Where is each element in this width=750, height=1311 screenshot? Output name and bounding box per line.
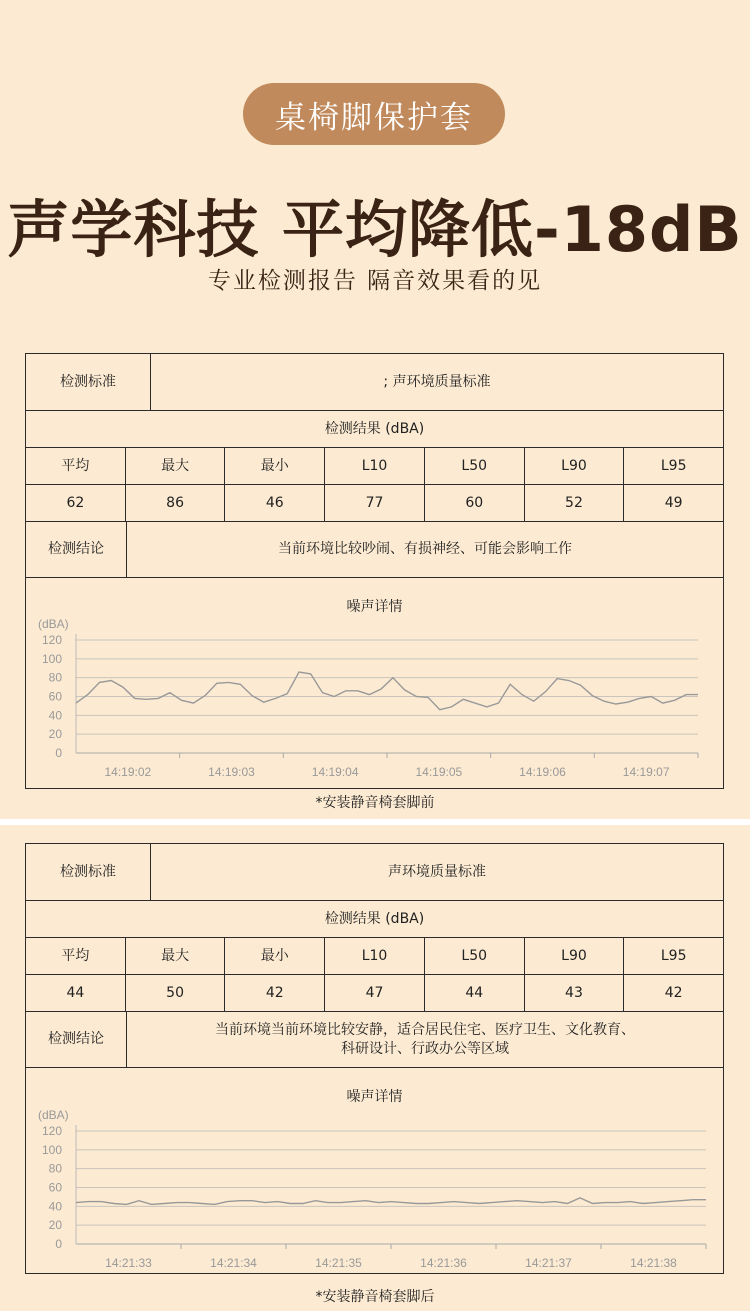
standard-row — [26, 844, 723, 900]
report-after — [25, 843, 724, 1274]
x-tick-label: 14:21:36 — [420, 1256, 467, 1270]
x-tick-label: 14:19:04 — [311, 765, 359, 779]
subheadline: 专业检测报告 隔音效果看的见 — [207, 268, 543, 294]
y-tick-label: 120 — [41, 1124, 62, 1138]
value-l10: 77 — [324, 485, 424, 521]
y-tick-label: 80 — [48, 1161, 62, 1176]
value-avg: 44 — [66, 984, 85, 1001]
x-tick-label: 14:21:38 — [630, 1256, 677, 1270]
header-max: 最大 — [125, 448, 225, 484]
conclusion-row — [26, 1011, 723, 1067]
header-l90: L90 — [524, 938, 624, 974]
product-pill — [243, 83, 505, 145]
y-tick-label: 100 — [41, 651, 62, 666]
y-axis-unit-label: (dBA) — [38, 1108, 69, 1122]
x-tick-label: 14:21:35 — [315, 1256, 362, 1270]
y-tick-label: 100 — [41, 1142, 62, 1157]
header-l95: L95 — [623, 938, 723, 974]
y-tick-label: 0 — [55, 1237, 62, 1251]
y-tick-label: 60 — [48, 689, 62, 704]
conclusion-line-1: 当前环境当前环境比较安静，适合居民住宅、医疗卫生、文化教育、 — [215, 1022, 635, 1039]
x-tick-label: 14:21:33 — [105, 1256, 152, 1270]
x-tick-label: 14:21:37 — [525, 1256, 572, 1270]
footnote-before: *安装静音椅套脚前 — [315, 795, 435, 811]
product-pill-label: 桌椅脚保护套 — [275, 99, 473, 136]
header-l50: L50 — [424, 938, 524, 974]
results-label: 检测结果 (dBA) — [324, 910, 425, 927]
value-l50: 60 — [424, 485, 524, 521]
y-tick-label: 20 — [48, 1218, 62, 1233]
header-avg: 平均 — [61, 947, 90, 964]
header-max: 最大 — [125, 938, 225, 974]
value-avg: 62 — [66, 494, 85, 511]
value-min: 46 — [224, 485, 324, 521]
series-line — [76, 1198, 706, 1205]
header-avg: 平均 — [61, 457, 90, 474]
value-l50: 44 — [424, 975, 524, 1011]
x-tick-label: 14:19:07 — [622, 765, 670, 779]
header-l10: L10 — [324, 938, 424, 974]
report-table — [25, 353, 724, 789]
conclusion-label: 检测结论 — [48, 1031, 104, 1048]
x-tick-label: 14:19:06 — [519, 765, 566, 779]
noise-chart-box — [26, 577, 723, 788]
y-tick-label: 0 — [55, 746, 62, 760]
conclusion-text — [126, 1012, 723, 1067]
x-tick-label: 14:19:02 — [104, 765, 152, 779]
y-tick-label: 120 — [41, 633, 62, 647]
conclusion-text: 当前环境比较吵闹、有损神经、可能会影响工作 — [126, 522, 723, 577]
y-tick-label: 60 — [48, 1180, 62, 1195]
y-tick-label: 20 — [48, 727, 62, 742]
value-l90: 43 — [524, 975, 624, 1011]
header-l50: L50 — [424, 448, 524, 484]
report-before — [25, 353, 724, 789]
results-header-row — [26, 937, 723, 974]
value-max: 86 — [125, 485, 225, 521]
y-axis-unit-label: (dBA) — [38, 617, 69, 631]
header-l95: L95 — [623, 448, 723, 484]
results-label: 检测结果 (dBA) — [324, 420, 425, 437]
header-min: 最小 — [224, 448, 324, 484]
value-l10: 47 — [324, 975, 424, 1011]
header-l10: L10 — [324, 448, 424, 484]
header-min: 最小 — [224, 938, 324, 974]
results-header-row — [26, 447, 723, 484]
conclusion-label: 检测结论 — [48, 541, 104, 558]
report-table — [25, 843, 724, 1274]
standard-value: ; 声环境质量标准 — [150, 354, 723, 410]
chart-title: 噪声详情 — [346, 1089, 403, 1105]
value-l90: 52 — [524, 485, 624, 521]
results-value-row — [26, 974, 723, 1011]
headline: 声学科技 平均降低-18dB — [7, 193, 743, 266]
value-l95: 42 — [623, 975, 723, 1011]
y-tick-label: 40 — [48, 708, 62, 723]
standard-label: 检测标准 — [60, 863, 116, 880]
chart-title: 噪声详情 — [346, 599, 403, 615]
conclusion-line-2: 科研设计、行政办公等区域 — [341, 1040, 509, 1057]
noise-chart — [26, 578, 722, 788]
y-tick-label: 80 — [48, 670, 62, 685]
noise-chart-box — [26, 1067, 723, 1273]
header-l90: L90 — [524, 448, 624, 484]
conclusion-row — [26, 521, 723, 577]
value-min: 42 — [224, 975, 324, 1011]
x-tick-label: 14:19:05 — [415, 765, 463, 779]
section-divider — [0, 819, 750, 825]
value-max: 50 — [125, 975, 225, 1011]
results-title-row — [26, 410, 723, 447]
footnote-after: *安装静音椅套脚后 — [315, 1289, 435, 1305]
standard-label: 检测标准 — [60, 373, 116, 390]
value-l95: 49 — [623, 485, 723, 521]
results-value-row — [26, 484, 723, 521]
standard-row — [26, 354, 723, 410]
standard-value: 声环境质量标准 — [150, 844, 723, 900]
x-tick-label: 14:21:34 — [210, 1256, 257, 1270]
y-tick-label: 40 — [48, 1199, 62, 1214]
noise-chart — [26, 1068, 722, 1273]
x-tick-label: 14:19:03 — [208, 765, 255, 779]
results-title-row — [26, 900, 723, 937]
